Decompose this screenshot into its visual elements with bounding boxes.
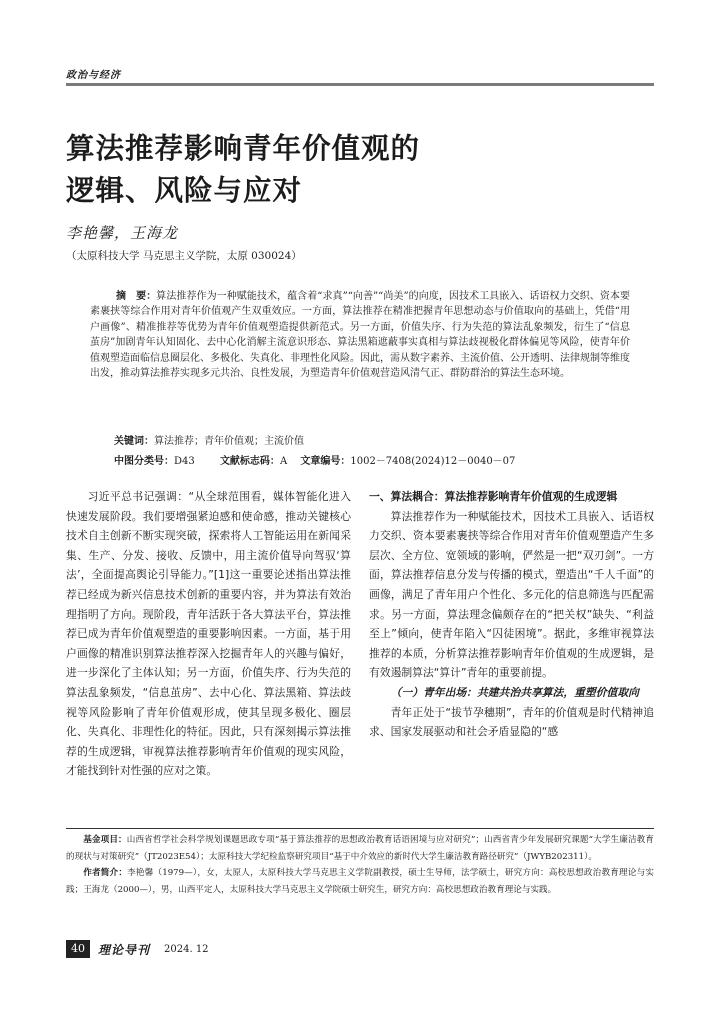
abstract [90,289,630,381]
intro-paragraph: 习近平总书记强调：“从全球范围看，媒体智能化进入快速发展阶段。我们要增强紧迫感和使命感，推动关键核心技术自主创新不断实现突破，探索将人工智能运用在新闻采集、生产、分发、接收、反馈中，用主流价值导向驾驭‘算法’，全面提高舆论引导能力。”[1]这一重要论述指出算法推荐已经成为新兴信息技术创新的重要内容，并为算法有效治理指明了方向。现阶段，青年活跃于各大算法平台，算法推荐已成为青年价值观塑造的重要影响因素。一方面，基于用户画像的精准识别算法推荐深入挖掘青年人的兴趣与偏好，进一步深化了主体认知；另一方面，价值失序、行为失范的算法乱象频发，“信息茧房”、去中心化、算法黑箱、算法歧视等风险影响了青年价值观形成，使其呈现多极化、圈层化、失真化、非理性化的特征。因此，只有深刻揭示算法推荐的生成逻辑，审视算法推荐影响青年价值观的现实风险，才能找到针对性强的应对之策。 [66,490,351,778]
title-line-1: 算法推荐影响青年价值观的 [66,132,421,165]
keywords-label: 关键词： [114,436,154,447]
right-column [369,487,654,742]
header-rule [66,83,654,86]
subsection1-paragraph: 青年正处于“拔节孕穗期”，青年的价值观是时代精神追求、国家发展驱动和社会矛盾显隐的“感 [369,705,654,739]
footnote-rule [66,828,654,829]
issue-date: 2024. 12 [164,943,209,955]
page-number: 40 [66,940,90,958]
keywords [114,432,304,447]
author-bio-text: 李艳馨（1979—），女，太原人，太原科技大学马克思主义学院副教授，硕士生导师，法学硕士，研究方向：高校思想政治教育理论与实践；王海龙（2000—），男，山西平定人，太原科技大学马克思主义学院硕士研究生，研究方向：高校思想政治教育理论与实践。 [66,868,654,895]
left-column [66,487,351,781]
journal-name: 理论导刊 [98,942,151,957]
authors: 李艳馨，王海龙 [66,224,179,242]
section-label: 政治与经济 [66,70,121,81]
doc-code-value: A [279,456,288,467]
title-line-2: 逻辑、风险与应对 [66,174,303,207]
article-title [66,128,420,212]
abstract-label: 摘 要： [116,291,157,302]
section-heading-1: 一、算法耦合：算法推荐影响青年价值观的生成逻辑 [369,490,618,503]
fund-label: 基金项目： [83,835,127,845]
footnotes [66,832,654,898]
section1-paragraph: 算法推荐作为一种赋能技术，因技术工具嵌入、话语权力交织、资本要素裹挟等综合作用对青年价值观塑造产生多层次、全方位、宽领域的影响，俨然是一把“双刃剑”。一方面，算法推荐信息分发与传播的模式，塑造出“千人千面”的画像，满足了青年用户个性化、多元化的信息筛选与匹配需求。另一方面，算法理念偏颇存在的“把关权”缺失、“利益至上”倾向，使青年陷入“囚徒困境”。据此，多维审视算法推荐的本质，分析算法推荐影响青年价值观的生成逻辑，是有效遏制算法“算计”青年的重要前提。 [369,509,654,680]
keywords-text: 算法推荐；青年价值观；主流价值 [154,436,304,447]
affiliation: （太原科技大学 马克思主义学院，太原 030024） [66,250,302,262]
classification-line [114,452,515,467]
abstract-text: 算法推荐作为一种赋能技术，蕴含着“求真”“向善”“尚美”的向度，因技术工具嵌入、话语权力交织、资本要素裹挟等综合作用对青年价值观产生双重效应。一方面，算法推荐在精准把握青年思想动态与价值取向的基础上，凭借“用户画像”、精准推荐等优势为青年价值观塑造提供新范式。另一方面，价值失序、行为失范的算法乱象频发，衍生了“信息茧房”加剧青年认知固化、去中心化消解主流意识形态、算法黑箱遮蔽事实真相与算法歧视极化群体偏见等风险，使青年价值观塑造面临信息圈层化、多极化、失真化、非理性化风险。因此，需从数字素养、主流价值、公开透明、法律规制等维度出发，推动算法推荐实现多元共治、良性发展，为塑造青年价值观营造风清气正、群防群治的算法生态环境。 [90,291,630,380]
doc-code-label: 文献标志码： [219,456,280,467]
author-bio-label: 作者简介： [83,868,128,878]
clc-value: D43 [174,456,195,467]
subsection-heading-1: （一）青年出场：共建共治共享算法，重塑价值取向 [390,685,639,699]
clc-label: 中图分类号： [114,456,174,467]
page-footer [66,940,209,958]
article-number-value: 1002－7408(2024)12－0040－07 [350,456,516,467]
fund-text: 山西省哲学社会科学规划课题思政专项“基于算法推荐的思想政治教育话语困境与应对研究”；山西省青少年发展研究课题“大学生廉洁教育的现状与对策研究”（JT2023E54）；太原科技大学纪检监察研究项目“基于中介效应的新时代大学生廉洁教育路径研究”（JWYB202311）。 [66,835,654,862]
article-number-label: 文章编号： [300,456,351,467]
